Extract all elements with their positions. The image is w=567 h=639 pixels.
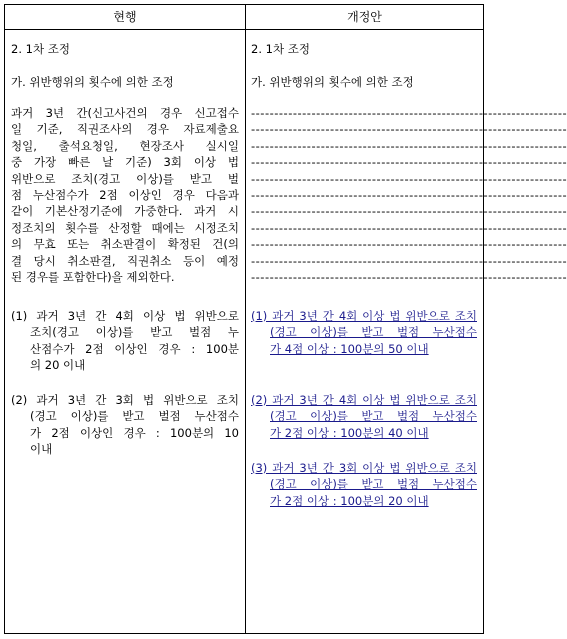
revised-item-2 xyxy=(251,392,477,441)
current-section-title: 2. 1차 조정 xyxy=(11,42,70,56)
item-line: 산점수가 2점 이상인 경우 : 100분 xyxy=(30,341,239,356)
current-subsection-title: 가. 위반행위의 횟수에 의한 조정 xyxy=(11,75,174,89)
revised-section-title: 2. 1차 조정 xyxy=(251,42,310,56)
item-line: 가 4점 이상 : 100분의 50 이내 xyxy=(270,341,429,356)
paragraph-line: 과거 3년 간(신고사건의 경우 신고접수 xyxy=(11,106,239,120)
item-line: (1) 과거 3년 간 4회 이상 법 위반으로 조치 xyxy=(251,309,477,323)
current-paragraph xyxy=(11,105,239,285)
item-line: (1) 과거 3년 간 4회 이상 법 위반으로 xyxy=(11,309,239,323)
item-line: (경고 이상)를 받고 벌점 누산점수 xyxy=(270,409,477,424)
deleted-line: -------------------------------------------------------------------- xyxy=(251,269,567,284)
paragraph-line: 정조치의 횟수를 산정할 때에는 시정조치 xyxy=(11,220,239,235)
paragraph-line: 점 누산점수가 2점 이상인 경우 다음과 xyxy=(11,187,239,202)
item-line: 조치(경고 이상)를 받고 벌점 누 xyxy=(30,325,239,340)
paragraph-line: 결 당시 취소판결, 직권취소 등이 예정 xyxy=(11,253,239,268)
paragraph-line: 중 가장 빠른 날 기준) 3회 이상 법 xyxy=(11,155,239,170)
item-line: 가 2점 이상인 경우 : 100분의 10 xyxy=(30,425,239,440)
item-line: 이내 xyxy=(30,442,53,457)
item-line: (2) 과거 3년 간 3회 법 위반으로 조치 xyxy=(11,393,239,407)
deleted-line: -------------------------------------------------------------------- xyxy=(251,171,567,186)
revised-item-1 xyxy=(251,308,477,357)
column-divider xyxy=(245,5,246,633)
deleted-line: -------------------------------------------------------------------- xyxy=(251,204,567,219)
deleted-line: -------------------------------------------------------------------- xyxy=(251,155,567,170)
header-current: 현행 xyxy=(113,10,137,24)
current-item-2 xyxy=(11,392,239,458)
deleted-line: -------------------------------------------------------------------- xyxy=(251,220,567,235)
deleted-line: -------------------------------------------------------------------- xyxy=(251,187,567,202)
deleted-line: -------------------------------------------------------------------- xyxy=(251,253,567,268)
item-line: (2) 과거 3년 간 4회 이상 법 위반으로 조치 xyxy=(251,393,477,407)
item-line: 가 2점 이상 : 100분의 20 이내 xyxy=(270,493,429,508)
deleted-line: -------------------------------------------------------------------- xyxy=(251,122,567,137)
item-line: (경고 이상)를 받고 벌점 누산점수 xyxy=(30,409,239,424)
header-revised: 개정안 xyxy=(347,10,382,24)
item-line: 의 20 이내 xyxy=(30,358,86,373)
header-divider xyxy=(5,29,483,30)
item-line: 가 2점 이상 : 100분의 40 이내 xyxy=(270,425,429,440)
paragraph-line: 같이 기본산정기준에 가중한다. 과거 시 xyxy=(11,204,239,219)
paragraph-line: 의 무효 또는 취소판결이 확정된 건(의 xyxy=(11,237,239,252)
item-line: (경고 이상)를 받고 벌점 누산점수 xyxy=(270,477,477,492)
item-line: (경고 이상)를 받고 벌점 누산점수 xyxy=(270,325,477,340)
revised-item-3 xyxy=(251,460,477,509)
paragraph-line: 청일, 출석요청일, 현장조사 실시일 xyxy=(11,138,239,153)
deleted-line: -------------------------------------------------------------------- xyxy=(251,138,567,153)
item-line: (3) 과거 3년 간 3회 이상 법 위반으로 조치 xyxy=(251,461,477,475)
current-item-1 xyxy=(11,308,239,374)
revised-deleted-paragraph xyxy=(251,105,567,285)
revised-subsection-title: 가. 위반행위의 횟수에 의한 조정 xyxy=(251,75,414,89)
deleted-line: -------------------------------------------------------------------- xyxy=(251,237,567,252)
paragraph-line: 일 기준, 직권조사의 경우 자료제출요 xyxy=(11,122,239,137)
paragraph-line: 위반으로 조치(경고 이상)를 받고 벌 xyxy=(11,171,239,186)
deleted-line: -------------------------------------------------------------------- xyxy=(251,106,567,120)
comparison-table xyxy=(4,4,567,634)
paragraph-line: 된 경우를 포함한다)을 제외한다. xyxy=(11,269,175,284)
